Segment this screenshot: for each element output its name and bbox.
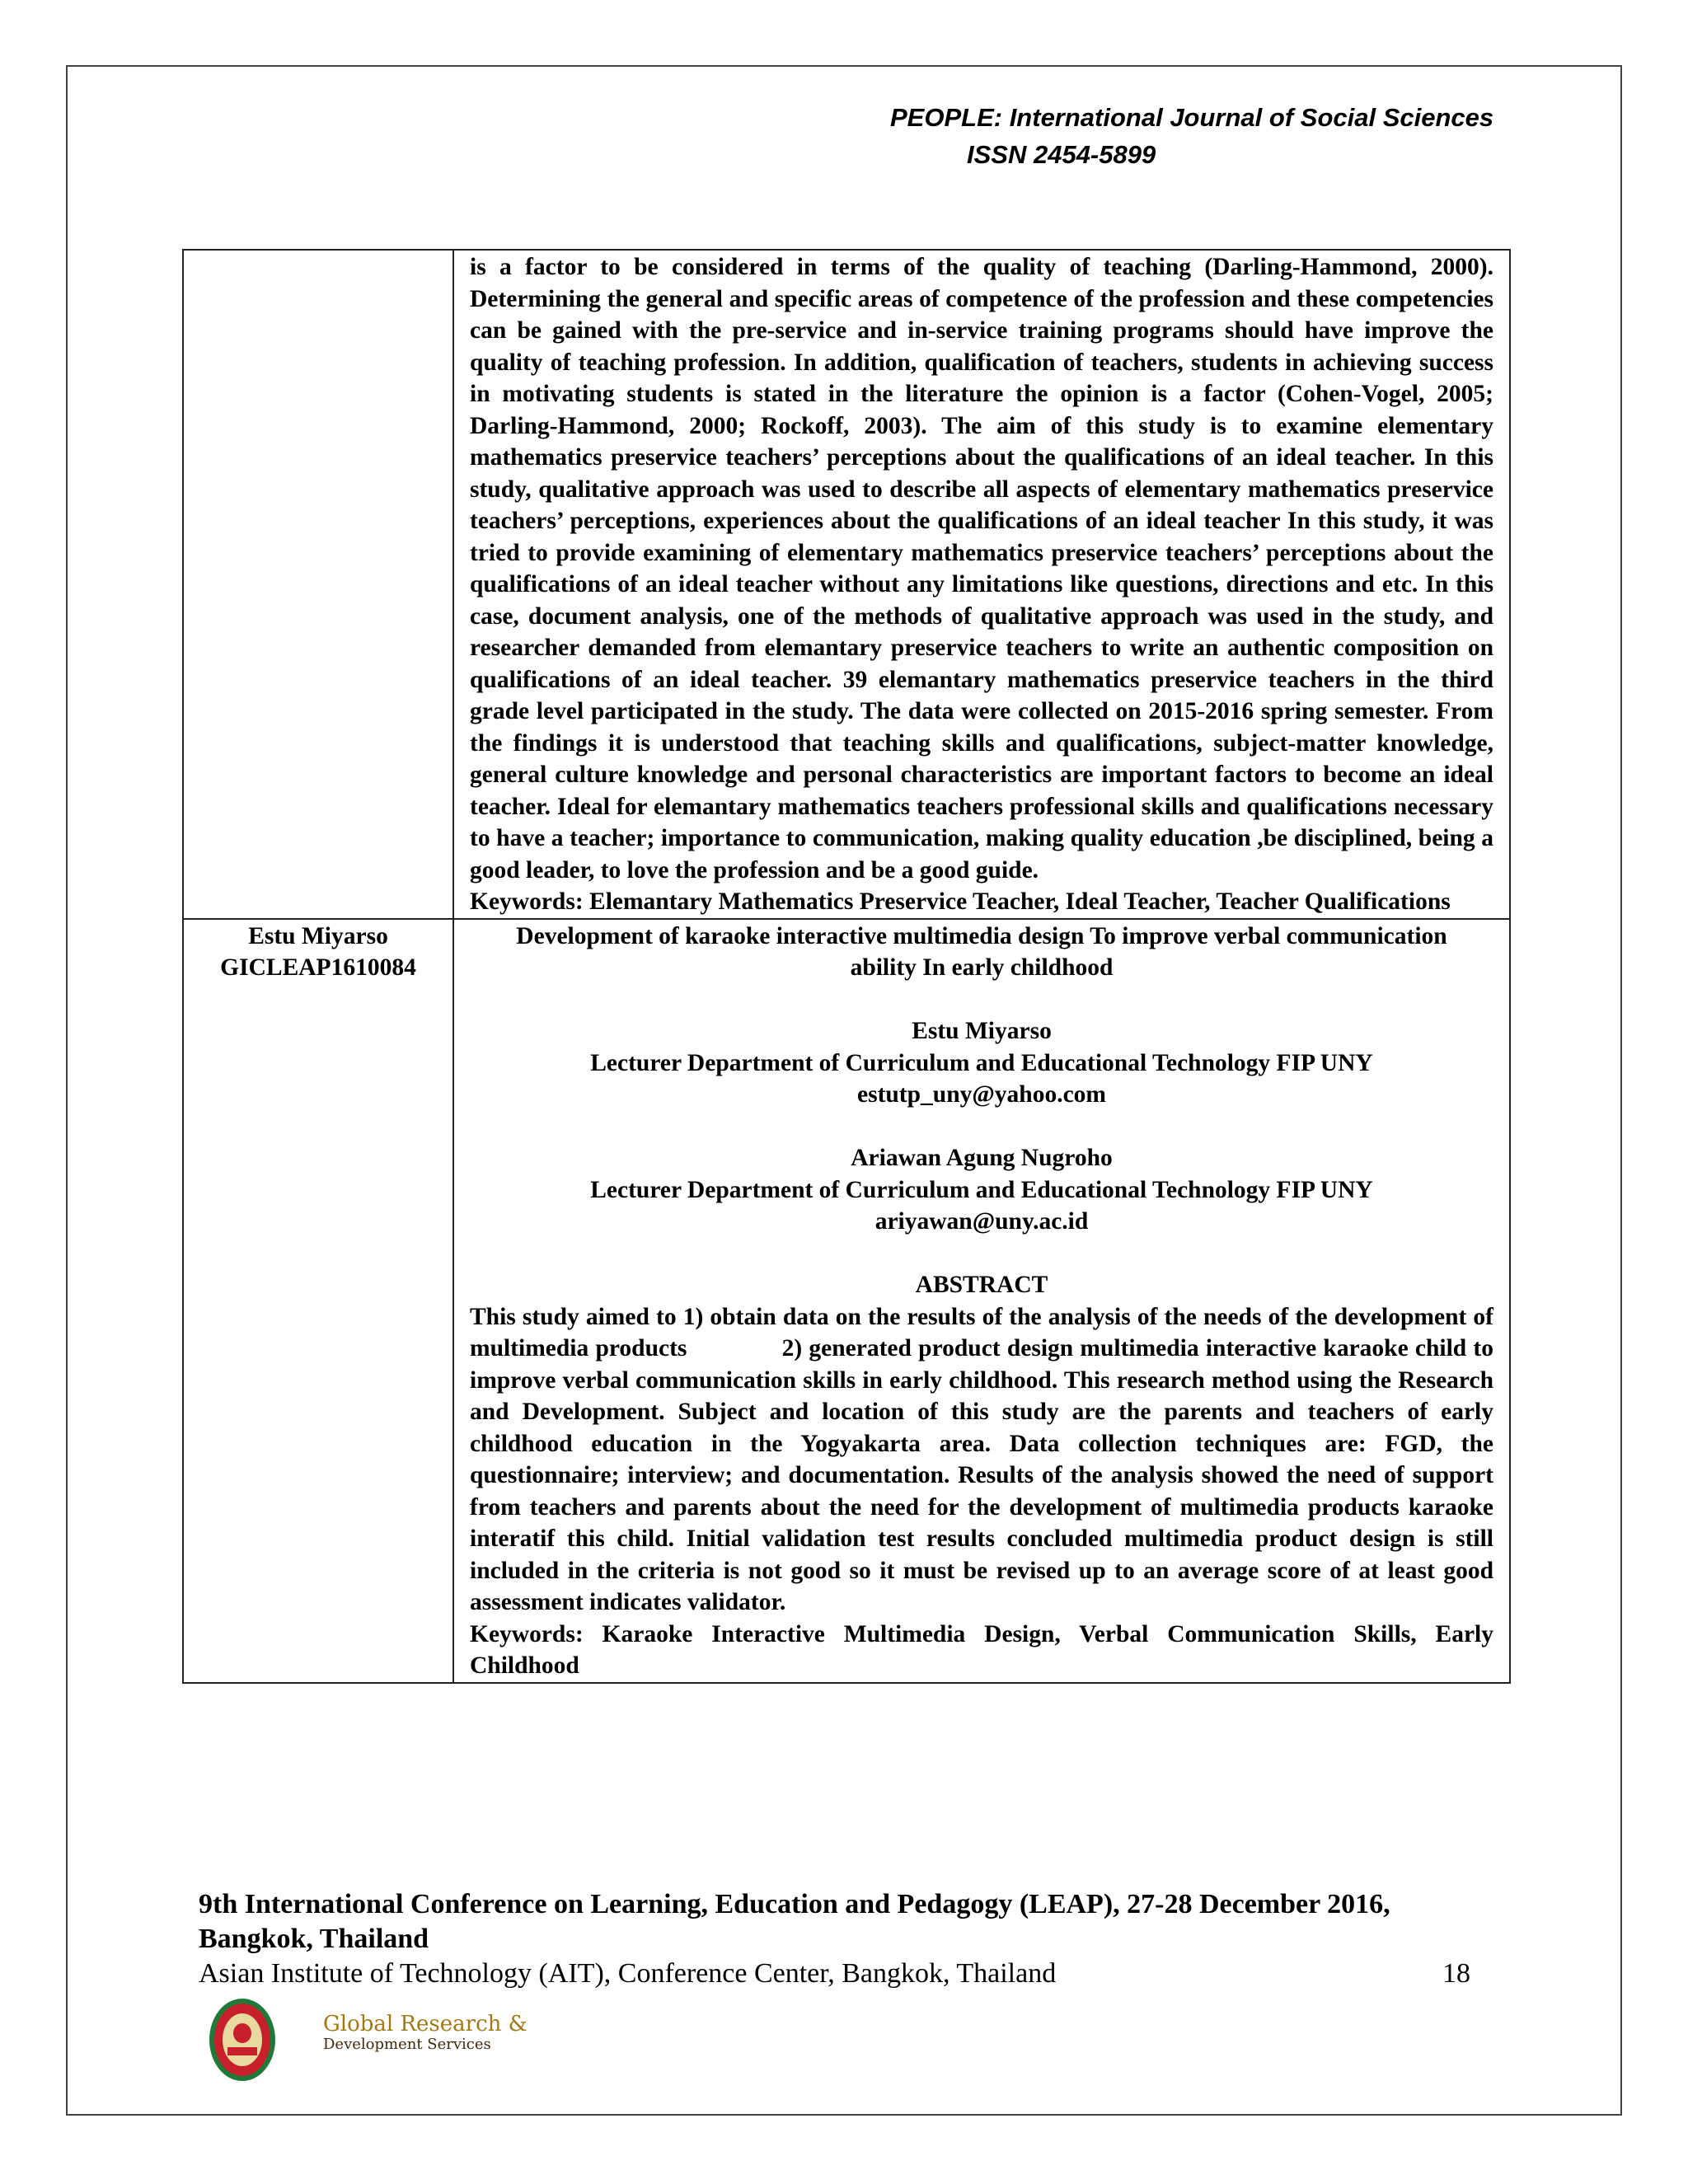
author-affiliation: Lecturer Department of Curriculum and Educational Technology FIP UNY [590, 1176, 1373, 1203]
logo-line1: Global Research & [323, 2012, 528, 2036]
abstract-text: is a factor to be considered in terms of the quality of teaching (Darling-Hammond, 2000). Determining the general and specific areas of competence of the profession and these competencies can be gained with the pre-service and in-service training programs should have improve the quality of teaching profession. In addition, qualification of teachers, students in achieving success in motivating students is stated in the literature the opinion is a factor (Cohen-Vogel, 2005; Darling-Hammond, 2000; Rockoff, 2003). The aim of this study is to examine elementary mathematics preservice teachers’ perceptions about the qualifications of an ideal teacher. In this study, qualitative approach was used to describe all aspects of elementary mathematics preservice teachers’ perceptions, experiences about the qualifications of an ideal teacher In this study, it was tried to provide examining of elementary mathematics preservice teachers’ perceptions about the qualifications of an ideal teacher without any limitations like questions, directions and etc. In this case, document analysis, one of the methods of qualitative approach was used in the study, and researcher demanded from elemantary preservice teachers to write an authentic composition on qualifications of an ideal teacher. 39 elemantary mathematics preservice teachers in the third grade level participated in the study. The data were collected on 2015-2016 spring semester. From the findings it is understood that teaching skills and qualifications, subject-matter knowledge, general culture knowledge and personal characteristics are important factors to become an ideal teacher. Ideal for elemantary mathematics teachers professional skills and qualifications necessary to have a teacher; importance to communication, making quality education ,be disciplined, being a good leader, to love the profession and be a good guide. [470, 254, 1493, 883]
author-name: Estu Miyarso [248, 922, 388, 949]
abstract-text: This study aimed to 1) obtain data on the results of the analysis of the needs of the development of multimedia products 2) generated product design multimedia interactive karaoke child to improve verbal communication skills in early childhood. This research method using the Research and Development. Subject and location of this study are the parents and teachers of early childhood education in the Yogyakarta area. Data collection techniques are: FGD, the questionnaire; interview; and documentation. Results of the analysis showed the need of support from teachers and parents about the need for the development of multimedia products karaoke interatif this child. Initial validation test results concluded multimedia product design is still included in the criteria is not good so it must be revised up to an average score of at least good assessment indicates validator. [470, 1303, 1500, 1615]
abstract-cell [453, 250, 1510, 919]
journal-issn: ISSN 2454-5899 [967, 140, 1156, 169]
author-email: ariyawan@uny.ac.id [874, 1208, 1089, 1235]
author-cell [183, 250, 453, 919]
page-number: 18 [1442, 1958, 1470, 1989]
abstracts-table [182, 249, 1511, 1684]
logo-line2: Development Services [323, 2035, 491, 2053]
author-block [470, 1015, 1493, 1111]
author-email: estutp_uny@yahoo.com [857, 1081, 1106, 1108]
author-name: Ariawan Agung Nugroho [851, 1145, 1113, 1171]
keywords: Keywords: Elemantary Mathematics Preservice Teacher, Ideal Teacher, Teacher Qualifications [470, 888, 1451, 915]
conference-name: 9th International Conference on Learning, Education and Pedagogy (LEAP), 27-28 December 2016, Bangkok, Thailand [199, 1889, 1390, 1954]
page-footer [199, 1887, 1484, 1991]
keywords: Keywords: Karaoke Interactive Multimedia Design, Verbal Communication Skills, Early Childhood [470, 1620, 1493, 1679]
paper-title: Development of karaoke interactive multimedia design To improve verbal communication ability In early childhood [516, 922, 1447, 981]
table-row [183, 250, 1510, 919]
author-block [470, 1142, 1493, 1238]
abstract-heading: ABSTRACT [915, 1272, 1048, 1298]
table-row [183, 919, 1510, 1683]
author-affiliation: Lecturer Department of Curriculum and Educational Technology FIP UNY [590, 1049, 1373, 1076]
paper-id: GICLEAP1610084 [220, 954, 416, 981]
journal-title: PEOPLE: International Journal of Social Sciences [890, 103, 1494, 132]
logo-wordmark [323, 2013, 528, 2052]
conference-venue: Asian Institute of Technology (AIT), Conference Center, Bangkok, Thailand [199, 1958, 1057, 1989]
author-cell [183, 919, 453, 1683]
abstract-cell [453, 919, 1510, 1683]
author-name: Estu Miyarso [912, 1018, 1052, 1044]
